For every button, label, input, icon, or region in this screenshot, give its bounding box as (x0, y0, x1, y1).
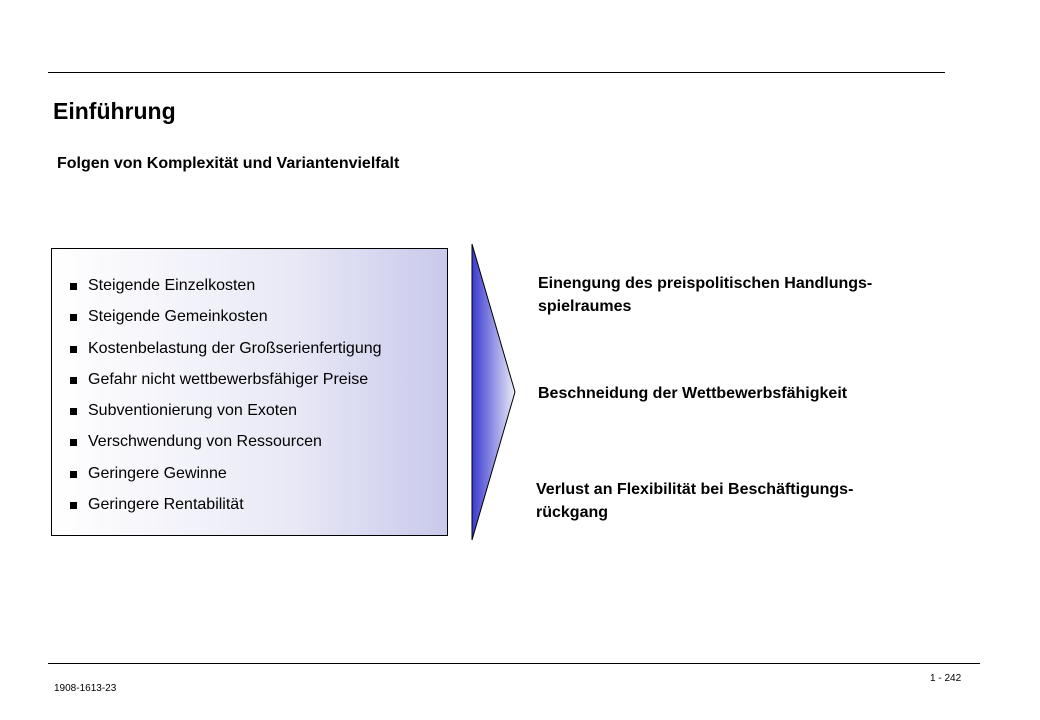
square-bullet-icon (70, 439, 77, 446)
result-item (538, 272, 958, 318)
cause-item (68, 429, 382, 460)
cause-text: Geringere Rentabilität (88, 496, 244, 514)
cause-item (68, 492, 382, 523)
cause-text: Steigende Gemeinkosten (88, 308, 268, 326)
cause-item (68, 304, 382, 335)
result-item (538, 382, 958, 405)
result-line: rückgang (536, 504, 609, 521)
top-divider (48, 72, 945, 73)
chevron-arrow-icon (470, 244, 516, 540)
cause-text: Gefahr nicht wettbewerbsfähiger Preise (88, 370, 369, 388)
result-line: spielraumes (538, 298, 632, 315)
cause-item (68, 367, 382, 398)
cause-item (68, 398, 382, 429)
cause-text: Geringere Gewinne (88, 464, 227, 482)
result-item (536, 478, 956, 524)
slide-title: Einführung (53, 98, 176, 124)
square-bullet-icon (70, 314, 77, 321)
cause-text: Verschwendung von Ressourcen (88, 433, 322, 451)
result-line: Verlust an Flexibilität bei Beschäftigungs- (536, 481, 854, 498)
cause-text: Subventionierung von Exoten (88, 402, 298, 420)
cause-text: Kostenbelastung der Großserienfertigung (88, 339, 382, 357)
result-line: Beschneidung der Wettbewerbsfähigkeit (538, 385, 848, 402)
square-bullet-icon (70, 377, 77, 384)
square-bullet-icon (70, 283, 77, 290)
square-bullet-icon (70, 502, 77, 509)
result-line: Einengung des preispolitischen Handlungs- (538, 275, 873, 292)
page-number: 1 - 242 (930, 673, 962, 684)
cause-item (68, 336, 382, 367)
cause-item (68, 273, 382, 304)
square-bullet-icon (70, 346, 77, 353)
square-bullet-icon (70, 408, 77, 415)
causes-list (68, 273, 382, 523)
causes-box (51, 248, 448, 536)
square-bullet-icon (70, 471, 77, 478)
cause-text: Steigende Einzelkosten (88, 277, 256, 294)
footer-code: 1908-1613-23 (54, 683, 117, 694)
bottom-divider (48, 663, 980, 664)
slide-subtitle: Folgen von Komplexität und Variantenvielfalt (57, 155, 400, 172)
cause-item (68, 461, 382, 492)
